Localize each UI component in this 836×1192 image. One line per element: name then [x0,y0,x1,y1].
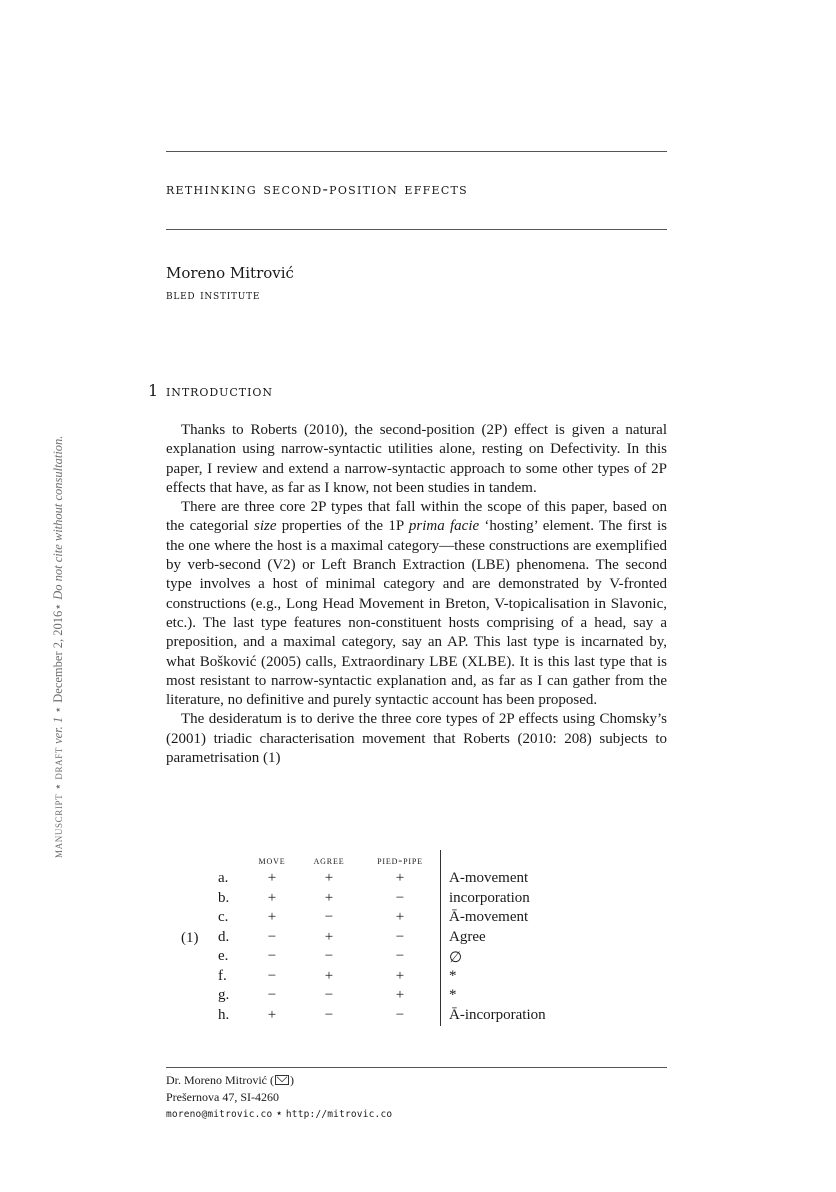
row-label: d. [218,928,230,945]
emphasis-size: size [253,518,277,535]
paragraph-2-text: There are three core 2P types that fall within the scope of this paper, based on the categorial [166,499,667,535]
row-label: b. [218,889,230,906]
pied-pipe-value: + [395,909,405,925]
row-label: c. [218,909,229,925]
move-value: − [267,967,277,984]
top-rule [166,151,667,152]
table-row [166,890,667,910]
author-name: Moreno Mitrović [166,264,294,282]
row-result: ∅ [449,950,463,966]
agree-value: + [324,967,334,984]
author-affiliation: bled institute [166,287,261,302]
pied-pipe-value: − [395,948,405,964]
example-table [166,850,667,1030]
move-value: − [267,928,277,945]
move-value: + [267,889,277,906]
row-result: Ā-movement [449,909,529,925]
row-result: incorporation [449,889,530,906]
footer-name-line: Dr. Moreno Mitrović ( ) [166,1073,294,1087]
footer-rule [166,1067,667,1068]
row-result: * [449,987,457,1003]
paragraph-2 [166,498,667,710]
agree-value: − [324,909,334,925]
star-separator: ⋆ [51,705,65,714]
agree-value: − [324,987,334,1003]
agree-value: − [324,1006,334,1023]
draft-date: December 2, 2016 [51,610,65,703]
example-number: (1) [181,930,199,946]
body-text [166,421,667,768]
agree-value: + [324,870,334,886]
footer-url-link[interactable]: http://mitrovic.co [285,1109,393,1120]
agree-value: − [324,948,334,964]
row-result: * [449,967,457,984]
row-label: e. [218,948,229,964]
agree-value: + [324,889,334,906]
pied-pipe-value: − [395,889,405,906]
draft-watermark [50,436,66,858]
header-agree: agree [313,853,345,867]
paragraph-3: The desideratum is to derive the three core types of 2P effects using Chomsky’s (2001) triadic characterisation movement that Roberts (2010: 208) subjects to parametrisation (1) [166,711,667,767]
table-row [166,870,667,890]
row-label: g. [218,987,230,1003]
move-value: − [267,987,277,1003]
manuscript-label: manuscript [51,793,65,858]
section-number: 1 [148,381,160,400]
paper-title: rethinking second-position effects [166,179,468,198]
section-heading [148,381,273,400]
move-value: + [267,870,277,886]
star-separator: ⋆ [51,782,65,791]
footer-name: Dr. Moreno Mitrović [166,1073,267,1087]
table-row [166,948,667,968]
section-title: introduction [166,381,273,400]
row-label: f. [218,967,227,984]
move-value: − [267,948,277,964]
table-row [166,987,667,1007]
table-row [166,929,667,949]
footer [166,1072,392,1124]
citation-notice: Do not cite without consultation. [51,435,65,600]
footer-contact [166,1105,392,1124]
row-label: a. [218,870,229,886]
star-separator: ⋆ [51,602,65,611]
table-row [166,909,667,929]
star-separator: ⋆ [275,1106,283,1120]
paragraph-1: Thanks to Roberts (2010), the second-position (2P) effect is given a natural explanation using narrow-syntactic utilities alone, resting on Defectivity. In this paper, I review and extend a narrow-syntactic approach to some other types of 2P effects that have, as far as I know, not been studies in tandem. [166,422,667,496]
move-value: + [267,909,277,925]
pied-pipe-value: + [395,870,405,886]
header-move: move [258,853,286,867]
version-label: ver. 1 [51,716,65,744]
pied-pipe-value: + [395,987,405,1003]
pied-pipe-value: + [395,967,405,984]
move-value: + [267,1006,277,1023]
table-row [166,968,667,988]
row-result: Agree [449,928,486,945]
row-result: A-movement [449,870,529,886]
table-row [166,1007,667,1027]
pied-pipe-value: − [395,1006,405,1023]
header-pied-pipe: pied-pipe [377,853,423,867]
paragraph-2-text: properties of the 1P [276,518,409,535]
envelope-icon[interactable] [275,1075,289,1085]
emphasis-prima-facie: prima facie [408,518,480,535]
paragraph-2-text: ‘hosting’ element. The first is the one where the host is a maximal category—these constructions are exemplified by verb-second (V2) or Left Branch Extraction (LBE) phenomena. The second type involves a host of minimal category and are demonstrated by V-fronted constructions (e.g., Long Head Movement in Breton, V-topicalisation in Slavonic, etc.). The last type features non-constituent hosts comprising of a head, say a preposition, and a maximal category, say an AP. This last type is incarnated by, what Bošković (2005) calls, Extraordinary LBE (XLBE). It is this last type that is most resistant to narrow-syntactic explanation and, as far as I can gather from the literature, no definitive and purely syntactic account has been proposed. [166,518,667,709]
footer-email-link[interactable]: moreno@mitrovic.co [166,1109,273,1120]
row-label: h. [218,1006,230,1023]
pied-pipe-value: − [395,928,405,945]
row-result: Ā-incorporation [449,1006,546,1023]
draft-label: draft [51,747,65,780]
agree-value: + [324,928,334,945]
footer-address: Prešernova 47, SI-4260 [166,1089,279,1104]
title-rule [166,229,667,230]
